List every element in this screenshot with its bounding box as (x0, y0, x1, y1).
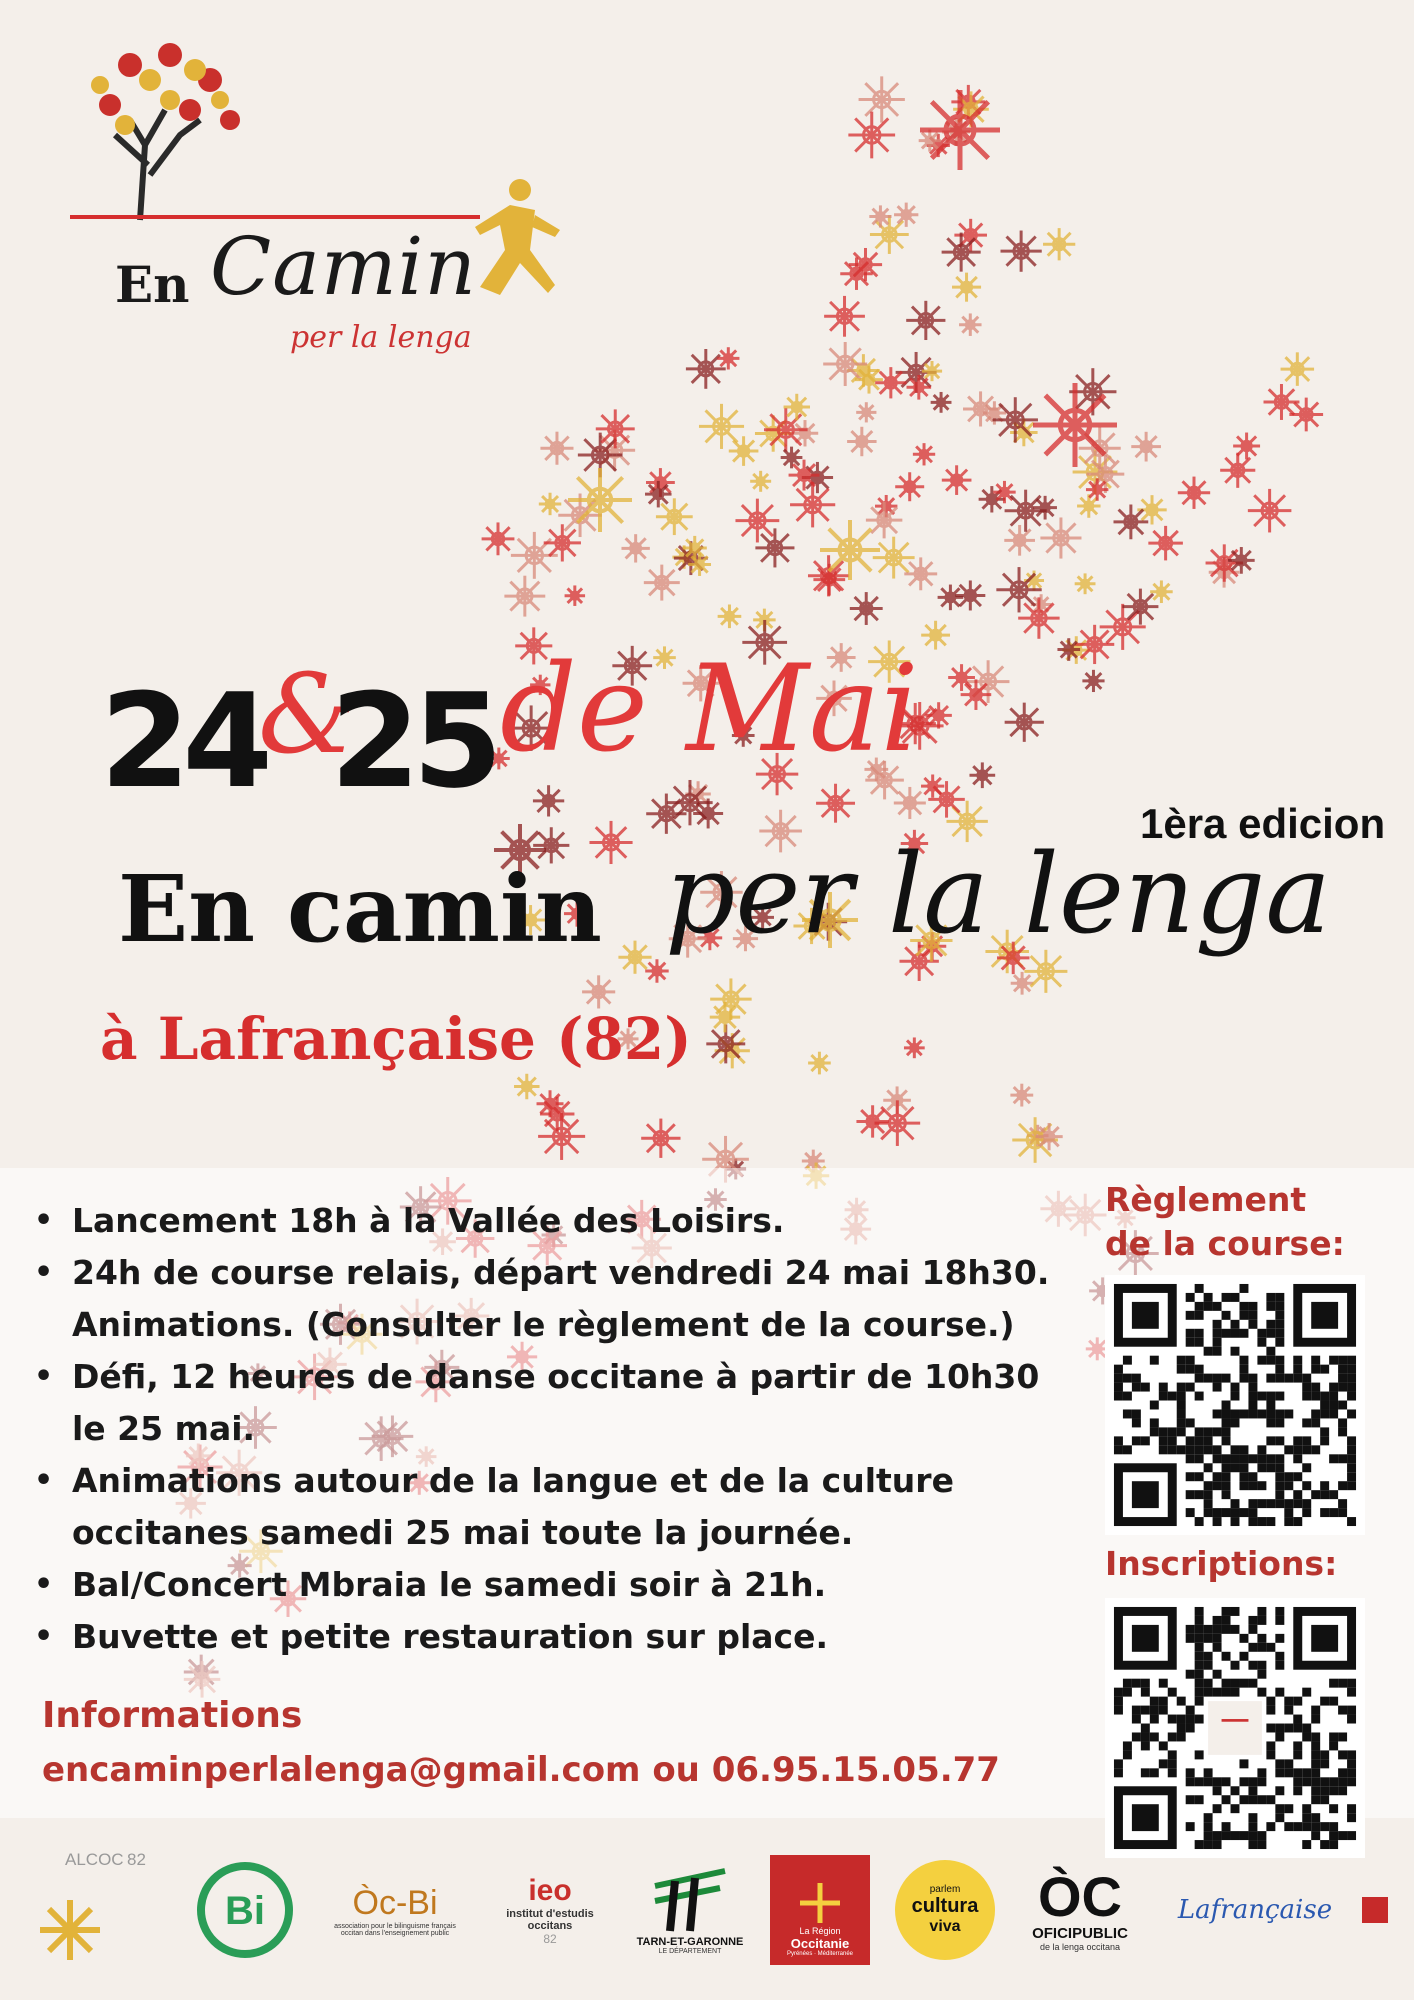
occitan-cross-icon (686, 349, 726, 389)
partner-logos (30, 1840, 1400, 1990)
logo-camin-text: Camin (210, 220, 477, 313)
occitan-cross-icon (931, 392, 952, 413)
bi-logo-icon (195, 1860, 295, 1960)
occitan-cross-icon (952, 273, 981, 302)
occitan-cross-icon (784, 394, 810, 420)
bullet-icon: • (34, 1255, 54, 1290)
occitan-cross-icon (820, 520, 880, 580)
date-ampersand: & (258, 650, 356, 778)
occitan-cross-icon (920, 90, 1000, 170)
rules-title: Règlement de la course: (1105, 1180, 1345, 1263)
occitan-cross-icon (1086, 478, 1108, 500)
occitan-cross-icon (683, 536, 707, 560)
occitan-cross-icon (1122, 589, 1158, 625)
occitan-cross-icon (1082, 670, 1104, 692)
occitan-cross-icon (859, 76, 905, 122)
occitan-cross-icon (1005, 703, 1044, 742)
occitan-cross-icon (808, 1052, 831, 1075)
occitan-cross-icon (1018, 597, 1059, 638)
occitan-cross-icon (35, 1895, 105, 1965)
occitan-cross-icon (565, 585, 586, 606)
occitan-cross-icon (922, 361, 942, 381)
occitan-cross-icon (873, 537, 915, 579)
occitan-cross-icon (1033, 496, 1057, 520)
occitan-cross-icon (568, 468, 632, 532)
occitan-cross-icon (996, 567, 1041, 612)
occitan-cross-icon (645, 481, 672, 508)
occitan-cross-icon (921, 621, 950, 650)
title-bold: En camin (118, 855, 602, 963)
occitan-cross-icon (667, 780, 712, 825)
occitan-cross-icon (656, 498, 693, 535)
occitan-cross-icon (816, 784, 855, 823)
signup-title: Inscriptions: (1105, 1544, 1338, 1583)
occitan-cross-icon (919, 129, 941, 151)
tree-icon (70, 25, 270, 225)
occitan-cross-icon (904, 1037, 925, 1058)
occitan-cross-icon (790, 482, 835, 527)
occitan-cross-icon (539, 493, 561, 515)
occitan-flag (1360, 1840, 1390, 1980)
occitan-cross-icon (1004, 525, 1035, 556)
occitan-cross-icon (1010, 1084, 1033, 1107)
occitan-cross-icon (792, 420, 818, 446)
occitan-cross-icon (1043, 228, 1075, 260)
occitan-cross-icon (504, 576, 545, 617)
occitan-cross-icon (1075, 625, 1114, 664)
occitan-cross-icon (750, 471, 771, 492)
occitan-cross-icon (1011, 972, 1034, 995)
list-item: • Animations autour de la langue et de la culture occitanes samedi 25 mai toute la journée. (30, 1455, 1090, 1559)
occitan-cross-icon (645, 959, 668, 982)
occitan-cross-icon (1040, 517, 1081, 558)
occitan-cross-icon (1220, 453, 1255, 488)
occitan-cross-icon (1113, 505, 1148, 540)
occitan-cross-icon (959, 313, 982, 336)
svg-text:Bi: Bi (225, 1889, 265, 1933)
occitan-cross-icon (875, 1100, 921, 1146)
occitan-cross-icon (582, 975, 615, 1008)
date-day-2: 25 (330, 665, 495, 817)
occitan-cross-icon (1035, 1123, 1062, 1150)
occitan-cross-icon (735, 499, 779, 543)
rules-qr-code[interactable] (1105, 1275, 1365, 1535)
list-item: • Buvette et petite restauration sur place. (30, 1611, 1090, 1663)
occitan-cross-icon (641, 1119, 680, 1158)
occitan-cross-icon (540, 432, 573, 465)
occitan-cross-icon (482, 522, 515, 555)
occitan-cross-icon (894, 203, 918, 227)
occitan-cross-icon (993, 481, 1015, 503)
list-item: • 24h de course relais, départ vendredi 24 mai 18h30. Animations. (Consulter le règlement de la course.) (30, 1247, 1090, 1351)
occitan-cross-icon (942, 465, 972, 495)
occitan-cross-icon (533, 785, 564, 816)
bullet-icon: • (34, 1359, 54, 1394)
occitan-cross-icon (618, 941, 651, 974)
event-logo (60, 25, 580, 365)
list-item: • Défi, 12 heures de danse occitane à partir de 10h30 le 25 mai. (30, 1351, 1090, 1455)
occitan-cross-icon (797, 1880, 843, 1926)
occitan-cross-icon (907, 375, 932, 400)
occitan-cross-icon (938, 585, 964, 611)
occitan-cross-icon (540, 1097, 574, 1131)
title-script: per la lenga (665, 830, 1331, 958)
occitan-cross-icon (866, 502, 902, 538)
occitan-cross-icon (913, 443, 935, 465)
location: à Lafrançaise (82) (100, 1005, 692, 1073)
partner-ocbi: Òc-Bi association pour le bilinguisme français occitan dans l'enseignement public (334, 1883, 456, 1937)
partner-cultura-viva: parlem cultura viva (890, 1840, 1000, 1980)
occitan-cross-icon (646, 794, 686, 834)
occitan-cross-icon (808, 555, 849, 596)
occitan-cross-icon (928, 781, 965, 818)
occitan-cross-icon (1248, 489, 1292, 533)
logo-subtitle: per la lenga (290, 320, 472, 355)
bullet-icon: • (34, 1463, 54, 1498)
logo-en-text: En (115, 255, 190, 314)
occitan-cross-icon (1087, 455, 1125, 493)
partner-ocbi-circle (185, 1840, 305, 1980)
partner-tarn-et-garonne: TARN-ET-GARONNE LE DÉPARTEMENT (630, 1840, 750, 1980)
tarn-logo-icon (645, 1866, 735, 1936)
occitan-cross-icon (993, 397, 1038, 442)
occitan-cross-icon (1148, 526, 1183, 561)
occitan-cross-icon (1057, 638, 1080, 661)
occitan-cross-icon (869, 205, 891, 227)
occitan-cross-icon (849, 248, 882, 281)
occitan-cross-icon (855, 366, 883, 394)
occitan-cross-icon (961, 679, 992, 710)
partner-region-occitanie: La Région Occitanie Pyrénées · Méditerranée (765, 1840, 875, 1980)
partner-alcoc: ALCOC 82 (30, 1840, 170, 1980)
program-list (30, 1195, 1090, 1663)
occitan-cross-icon (596, 409, 635, 448)
occitan-cross-icon (895, 472, 924, 501)
occitan-cross-icon (948, 664, 975, 691)
occitan-cross-icon (850, 592, 883, 625)
signup-qr-code[interactable] (1105, 1598, 1365, 1858)
occitan-cross-icon (942, 233, 981, 272)
partner-lafrancaise: Lafrançaise (1177, 1895, 1333, 1925)
occitan-cross-icon (1000, 231, 1041, 272)
occitan-cross-icon (969, 762, 995, 788)
occitan-cross-icon (856, 402, 876, 422)
occitan-cross-icon (875, 367, 906, 398)
occitan-cross-icon (544, 524, 581, 561)
occitan-cross-icon (1075, 573, 1096, 594)
occitan-cross-icon (906, 301, 945, 340)
occitan-cross-icon (824, 296, 865, 337)
occitan-cross-icon (688, 553, 711, 576)
occitan-cross-icon (1228, 547, 1255, 574)
occitan-cross-icon (1281, 352, 1315, 386)
occitan-cross-icon (718, 604, 742, 628)
occitan-cross-icon (1033, 383, 1117, 467)
occitan-cross-icon (621, 534, 649, 562)
list-item: • Lancement 18h à la Vallée des Loisirs. (30, 1195, 1090, 1247)
occitan-cross-icon (755, 528, 794, 567)
contact-text[interactable]: encaminperlalenga@gmail.com ou 06.95.15.05.77 (42, 1750, 1000, 1790)
partner-ieo: ieo institut d'estudis occitans 82 (506, 1874, 594, 1946)
edition-label: 1èra edicion (1140, 800, 1386, 847)
occitan-cross-icon (710, 1002, 740, 1032)
occitan-cross-icon (644, 565, 680, 601)
occitan-cross-icon (717, 347, 739, 369)
occitan-cross-icon (729, 436, 759, 466)
occitan-cross-icon (699, 404, 744, 449)
bullet-icon: • (34, 1203, 54, 1238)
date-month: de Mai (500, 640, 919, 779)
date-day-1: 24 (100, 665, 265, 817)
occitan-cross-icon (848, 112, 895, 159)
occitan-cross-icon (1131, 432, 1161, 462)
occitan-cross-icon (1150, 580, 1173, 603)
occitan-cross-icon (764, 408, 808, 452)
bullet-icon: • (34, 1567, 54, 1602)
occitan-cross-icon (514, 1074, 539, 1099)
occitan-cross-icon (894, 787, 926, 819)
occitan-cross-icon (904, 557, 937, 590)
occitan-cross-icon (1178, 477, 1210, 509)
runner-icon (460, 175, 570, 325)
logo-divider (70, 215, 480, 219)
occitan-cross-icon (710, 978, 751, 1019)
occitan-cross-icon (781, 447, 803, 469)
partner-oficipublic: ÒC OFICIPUBLIC de la lenga occitana (1032, 1864, 1128, 1952)
list-item: • Bal/Concert Mbraia le samedi soir à 21h. (30, 1559, 1090, 1611)
occitan-cross-icon (789, 460, 820, 491)
occitan-cross-icon (1289, 398, 1323, 432)
contact-label: Informations (42, 1695, 303, 1736)
bullet-icon: • (34, 1619, 54, 1654)
occitan-cross-icon (847, 427, 876, 456)
